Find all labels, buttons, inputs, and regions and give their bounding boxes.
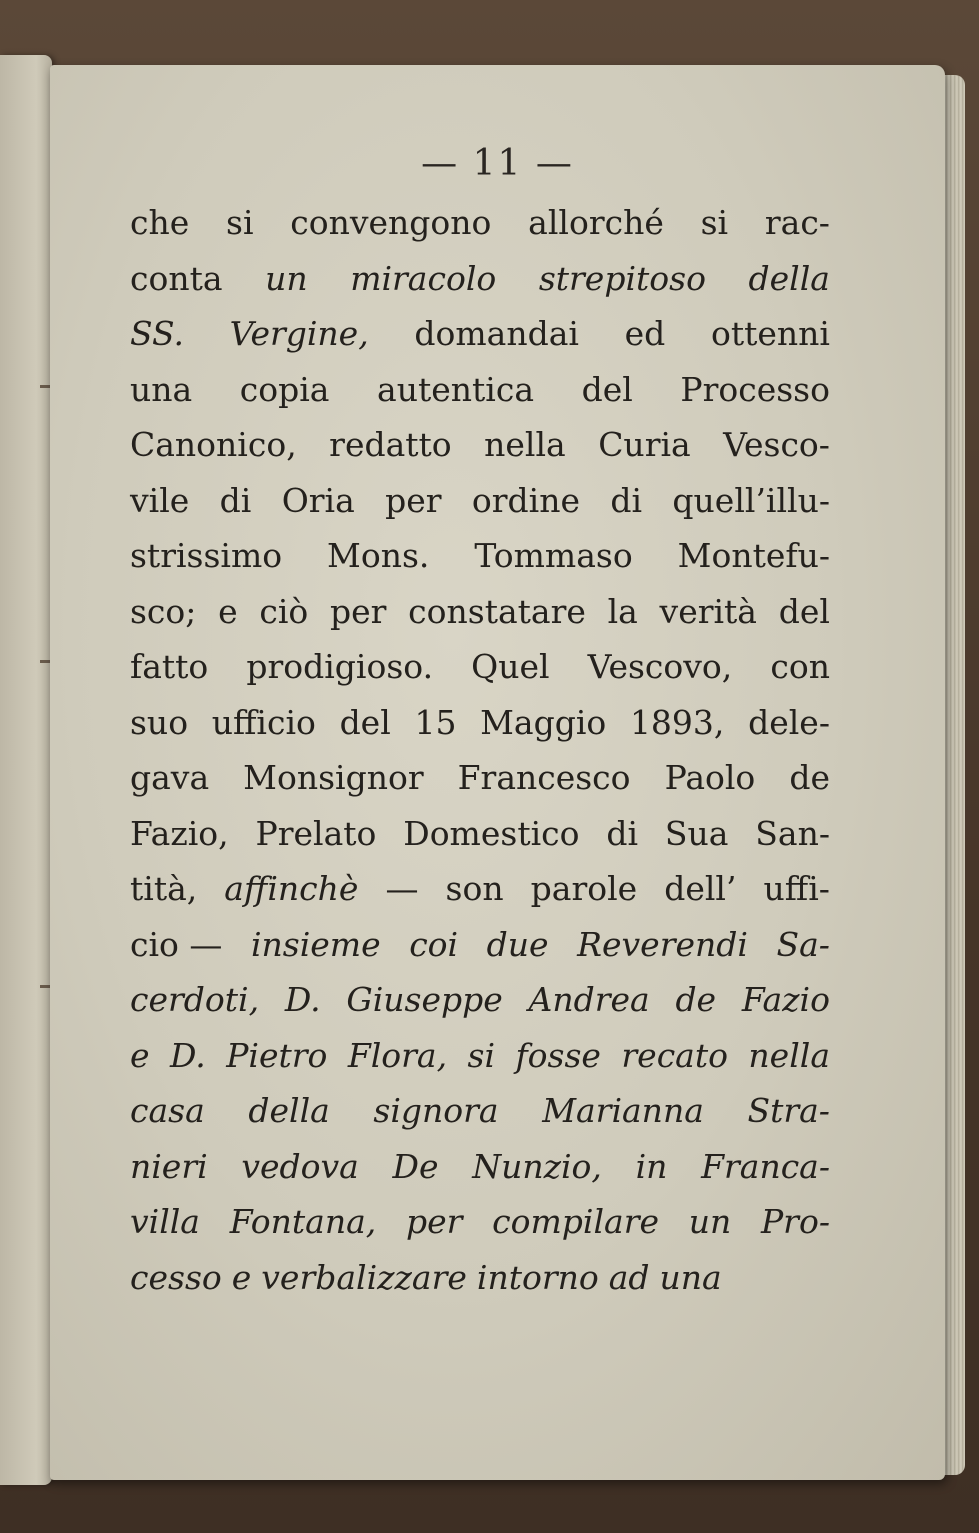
- word: verbalizzare: [261, 1257, 467, 1297]
- text-line: [130, 584, 830, 640]
- word: per: [385, 480, 442, 520]
- word: Mons.: [327, 536, 430, 575]
- word: Francesco: [457, 758, 631, 797]
- word: una: [130, 369, 193, 409]
- word: insieme: [250, 924, 381, 964]
- word: Giuseppe: [346, 980, 503, 1019]
- text-line: [130, 1250, 830, 1306]
- word: Andrea: [528, 980, 650, 1019]
- word: suo: [130, 702, 189, 742]
- word: cesso: [130, 1257, 222, 1297]
- word: constatare: [408, 591, 586, 631]
- word: ed: [624, 314, 666, 353]
- word: signora: [373, 1091, 499, 1130]
- word: uffi-: [763, 869, 830, 908]
- word: due: [486, 924, 549, 964]
- word: si: [467, 1035, 496, 1075]
- word: Tommaso: [474, 536, 633, 575]
- word: nella: [484, 425, 566, 464]
- word: della: [248, 1091, 330, 1130]
- word: per: [330, 591, 387, 631]
- word: Pro-: [760, 1202, 830, 1241]
- text-line: [130, 1139, 830, 1195]
- word: ad: [608, 1257, 650, 1297]
- word: Quel: [471, 647, 550, 686]
- text-line: [130, 917, 830, 973]
- word: Processo: [680, 369, 830, 409]
- word: Sa-: [776, 924, 830, 964]
- word: Domestico: [403, 813, 580, 853]
- page-number: — 11 —: [421, 143, 574, 184]
- word: e: [218, 591, 238, 631]
- text-line: [130, 473, 830, 529]
- word: Franca-: [701, 1146, 830, 1186]
- text-line: [130, 750, 830, 806]
- word: tità,: [130, 869, 198, 908]
- word: D.: [169, 1035, 206, 1075]
- word: Fazio,: [130, 813, 229, 853]
- binding-stitch: [40, 660, 50, 663]
- word: verità: [659, 591, 757, 631]
- previous-page-edge: [0, 55, 52, 1485]
- word: cerdoti,: [130, 980, 260, 1019]
- word: 15: [414, 702, 457, 742]
- text-line: [130, 1083, 830, 1139]
- word: un: [265, 258, 308, 298]
- word: villa: [130, 1202, 200, 1241]
- word: compilare: [492, 1202, 660, 1241]
- word: convengono: [290, 203, 492, 242]
- word: copia: [239, 369, 330, 409]
- word: del: [581, 369, 633, 409]
- text-line: [130, 1194, 830, 1250]
- word: Curia: [598, 425, 691, 464]
- word: un: [688, 1202, 732, 1241]
- word: strepitoso: [538, 258, 706, 298]
- word: dell’: [664, 869, 737, 908]
- word: casa: [130, 1091, 205, 1130]
- word: Fontana,: [229, 1202, 377, 1241]
- word: del: [339, 702, 391, 742]
- word: quell’illu-: [672, 480, 830, 520]
- word: —: [385, 869, 419, 908]
- text-line: [130, 695, 830, 751]
- word: Vesco-: [723, 425, 830, 464]
- body-text: [130, 195, 830, 1305]
- text-line: [130, 806, 830, 862]
- word: parole: [530, 869, 638, 908]
- text-line: [130, 251, 830, 307]
- word: e: [231, 1257, 252, 1297]
- word: Vergine,: [229, 314, 369, 353]
- word: cio —: [130, 924, 223, 964]
- word: sco;: [130, 591, 197, 631]
- word: domandai: [414, 314, 579, 353]
- word: Prelato: [255, 813, 377, 853]
- word: Nunzio,: [472, 1146, 602, 1186]
- word: Reverendi: [577, 924, 748, 964]
- word: Marianna: [542, 1091, 704, 1130]
- text-line: [130, 362, 830, 418]
- word: in: [635, 1146, 668, 1186]
- word: rac-: [764, 203, 830, 242]
- word: San-: [755, 813, 830, 853]
- word: si: [226, 203, 254, 242]
- word: dele-: [748, 702, 830, 742]
- word: Monsignor: [243, 758, 424, 797]
- word: autentica: [377, 369, 534, 409]
- word: e: [130, 1035, 150, 1075]
- word: Fazio: [741, 980, 830, 1019]
- word: nieri: [130, 1146, 208, 1186]
- word: ciò: [259, 591, 309, 631]
- word: vile: [130, 480, 190, 520]
- book-page: [50, 65, 945, 1480]
- word: SS.: [130, 314, 184, 353]
- word: vedova: [241, 1146, 359, 1186]
- word: gava: [130, 758, 210, 797]
- text-line: [130, 972, 830, 1028]
- word: strissimo: [130, 536, 283, 575]
- word: Paolo: [664, 758, 756, 797]
- word: fatto: [130, 647, 209, 686]
- word: conta: [130, 258, 223, 298]
- text-line: [130, 639, 830, 695]
- word: Canonico,: [130, 425, 297, 464]
- word: Maggio: [480, 702, 607, 742]
- word: miracolo: [350, 258, 497, 298]
- text-line: [130, 1028, 830, 1084]
- text-line: [130, 306, 830, 362]
- word: di: [610, 480, 643, 520]
- word: affinchè: [224, 869, 359, 908]
- word: una: [659, 1257, 722, 1297]
- word: son: [445, 869, 504, 908]
- text-line: [130, 861, 830, 917]
- word: Stra-: [747, 1091, 830, 1130]
- word: Flora,: [347, 1035, 448, 1075]
- text-line: [130, 195, 830, 251]
- word: ottenni: [711, 314, 830, 353]
- word: con: [770, 647, 830, 686]
- word: recato: [621, 1035, 728, 1075]
- text-line: [130, 417, 830, 473]
- word: coi: [409, 924, 459, 964]
- text-line: [130, 528, 830, 584]
- word: di: [219, 480, 252, 520]
- word: di: [606, 813, 639, 853]
- binding-stitch: [40, 385, 50, 388]
- word: 1893,: [629, 702, 725, 742]
- word: intorno: [476, 1257, 599, 1297]
- word: fosse: [515, 1035, 601, 1075]
- word: Vescovo,: [587, 647, 733, 686]
- word: per: [406, 1202, 463, 1241]
- word: ordine: [471, 480, 581, 520]
- word: la: [607, 591, 638, 631]
- word: De: [392, 1146, 439, 1186]
- word: Pietro: [226, 1035, 328, 1075]
- word: della: [748, 258, 830, 298]
- word: nella: [748, 1035, 830, 1075]
- word: de: [675, 980, 717, 1019]
- word: si: [700, 203, 729, 242]
- word: D.: [284, 980, 321, 1019]
- word: del: [778, 591, 830, 631]
- word: de: [789, 758, 830, 797]
- word: che: [130, 203, 190, 242]
- word: ufficio: [211, 702, 316, 742]
- word: Sua: [664, 813, 729, 853]
- word: allorché: [528, 203, 664, 242]
- word: redatto: [329, 425, 452, 464]
- word: Montefu-: [677, 536, 830, 575]
- word: prodigioso.: [246, 647, 434, 686]
- word: Oria: [281, 480, 355, 520]
- binding-stitch: [40, 985, 50, 988]
